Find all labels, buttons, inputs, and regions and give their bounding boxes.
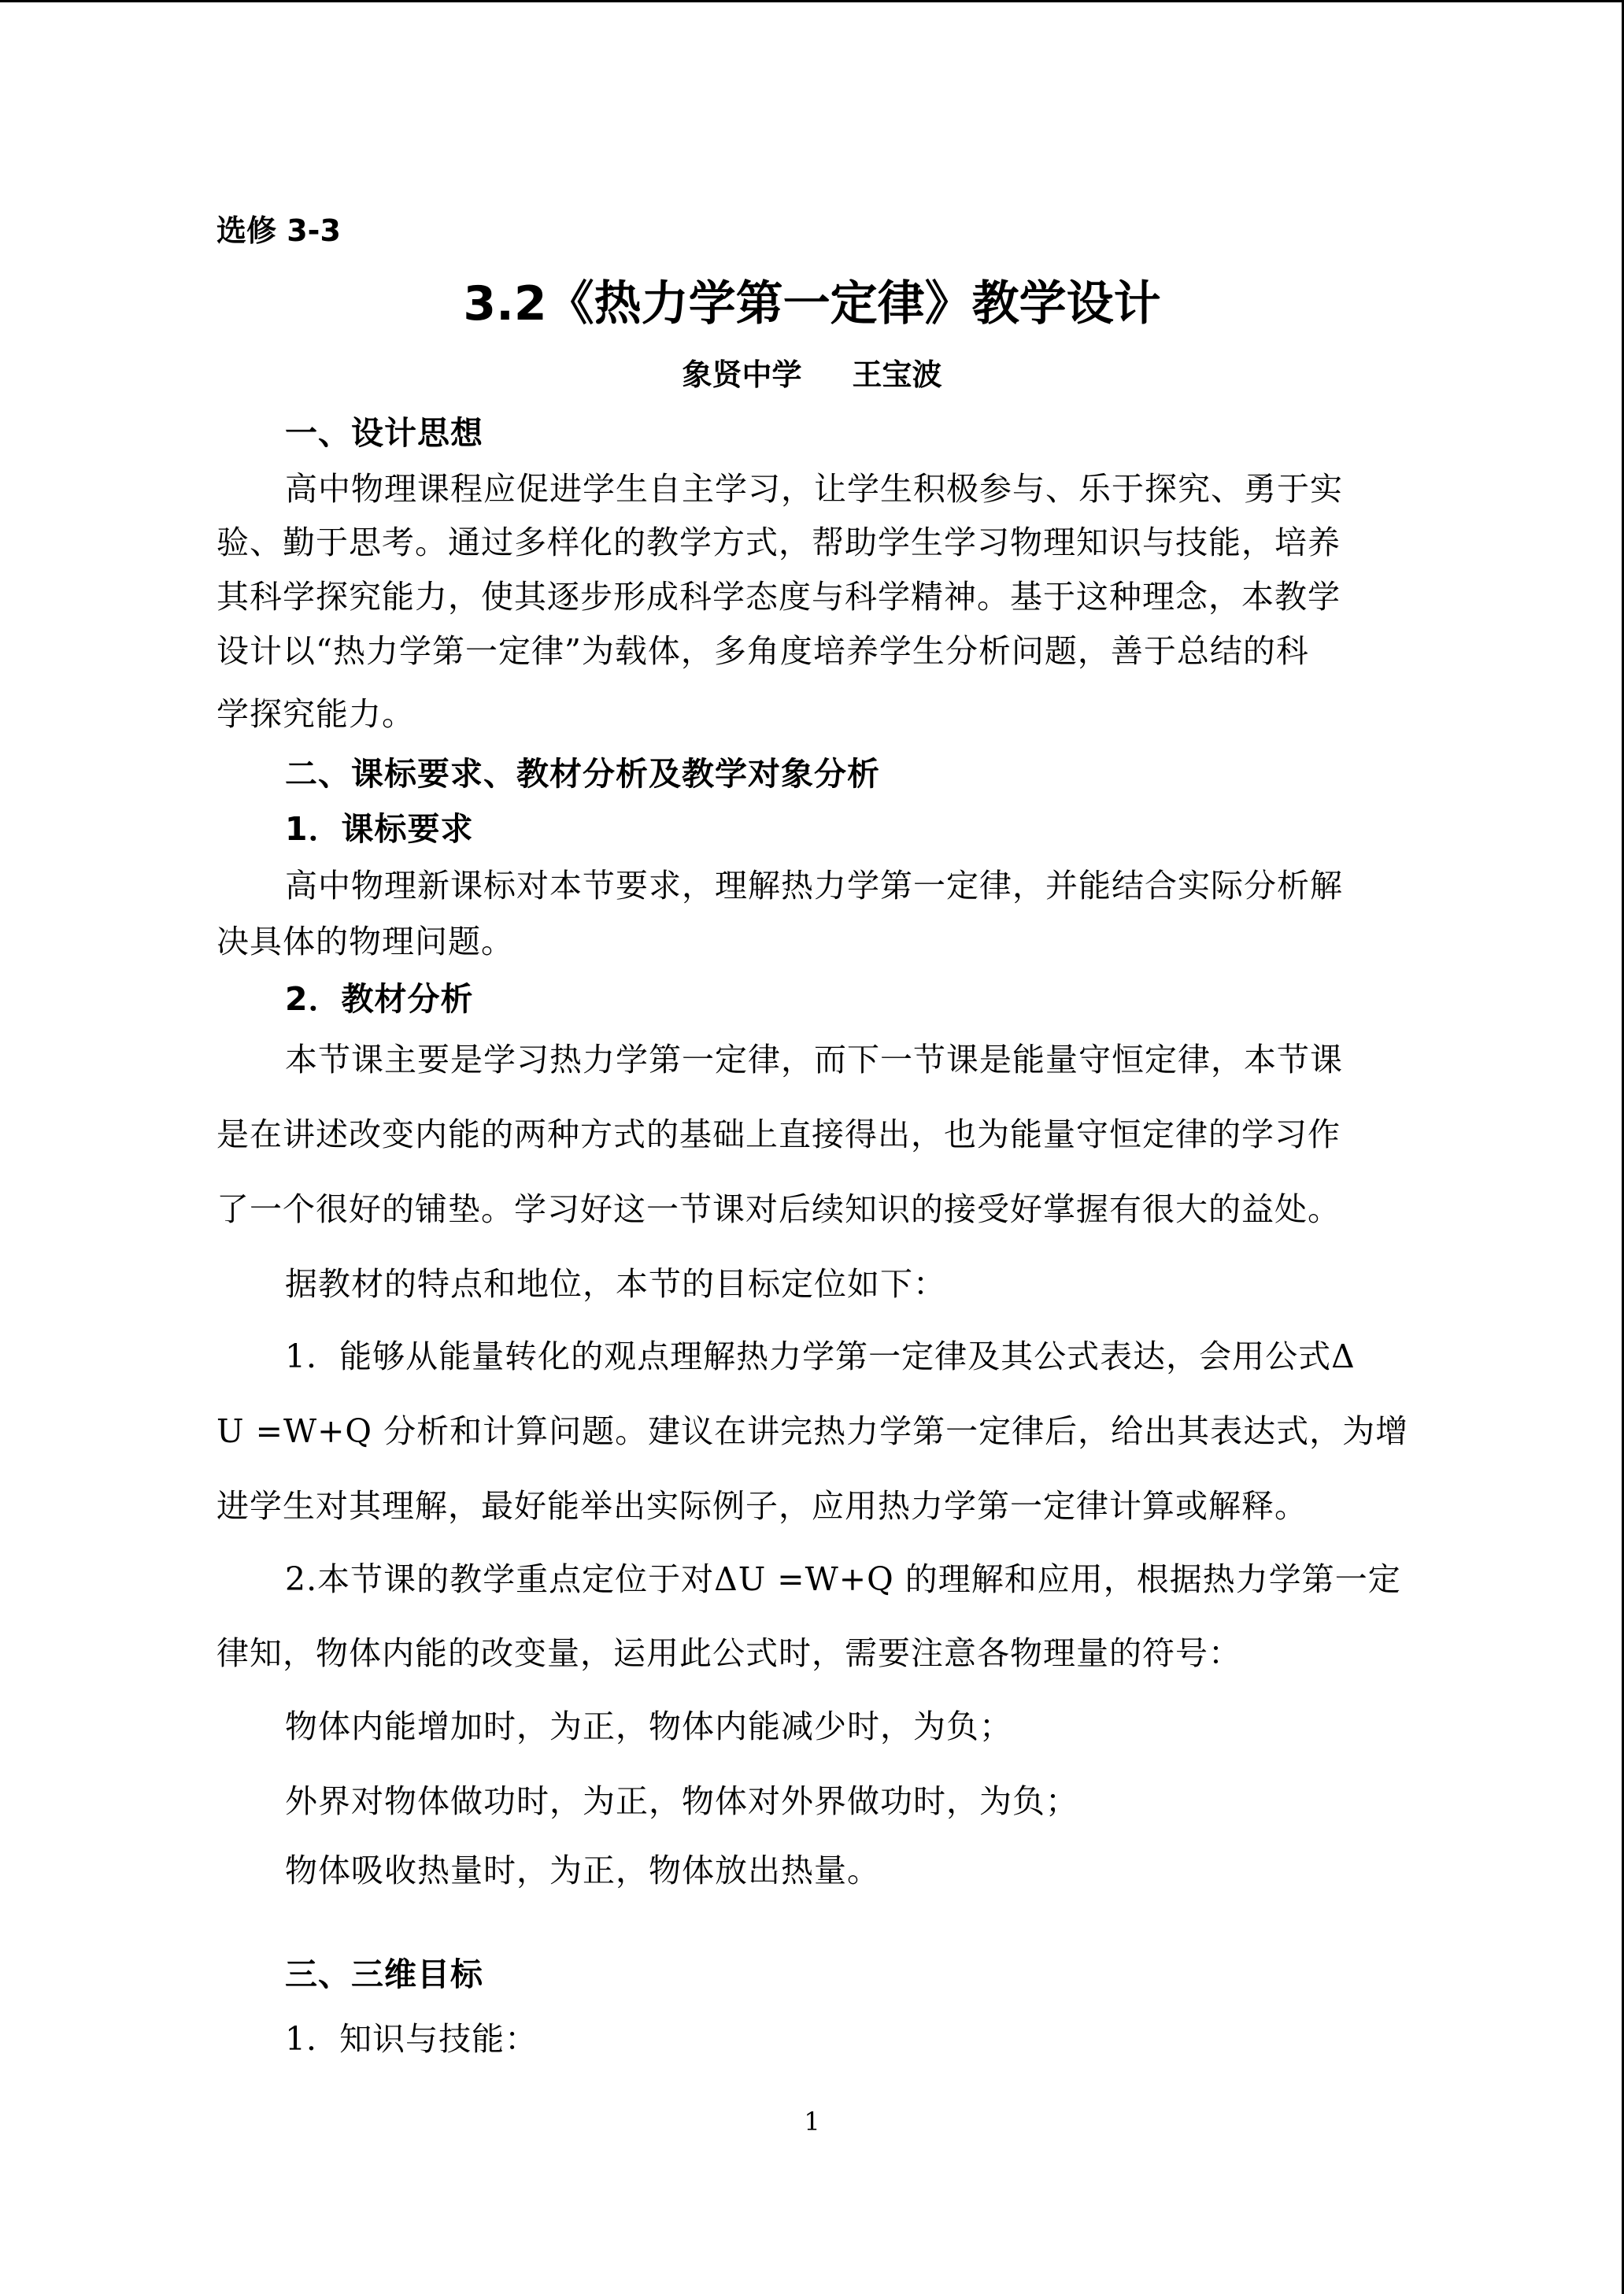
paragraph-line: 决具体的物理问题。 (216, 923, 514, 960)
page-number: 1 (804, 2107, 820, 2137)
paragraph-line: 本节课主要是学习热力学第一定律，而下一节课是能量守恒定律，本节课 (285, 1041, 1343, 1079)
page-top-border (0, 0, 1624, 2)
paragraph-line: 了一个很好的铺垫。学习好这一节课对后续知识的接受好掌握有很大的益处。 (216, 1190, 1341, 1228)
school-name: 象贤中学 (682, 357, 802, 392)
module-label: 选修 3-3 (216, 213, 341, 248)
subsection-heading: 1．课标要求 (285, 810, 474, 848)
author-name: 王宝波 (852, 357, 942, 392)
paragraph-line: 其科学探究能力，使其逐步形成科学态度与科学精神。基于这种理念，本教学 (216, 578, 1341, 616)
paragraph-line: 进学生对其理解，最好能举出实际例子，应用热力学第一定律计算或解释。 (216, 1487, 1308, 1525)
paragraph-line: 1．能够从能量转化的观点理解热力学第一定律及其公式表达，会用公式Δ (285, 1338, 1356, 1375)
paragraph-line: 据教材的特点和地位，本节的目标定位如下： (285, 1265, 946, 1303)
paragraph-line: 律知，物体内能的改变量，运用此公式时，需要注意各物理量的符号： (216, 1634, 1241, 1672)
subsection-heading: 2．教材分析 (285, 980, 474, 1018)
paragraph-line: 外界对物体做功时，为正，物体对外界做功时，为负； (285, 1782, 1078, 1820)
document-title: 3.2《热力学第一定律》教学设计 (463, 276, 1161, 331)
paragraph-line: U =W+Q 分析和计算问题。建议在讲完热力学第一定律后，给出其表达式，为增 (216, 1412, 1409, 1450)
author-line (0, 350, 1624, 394)
section1-heading: 一、设计思想 (285, 414, 483, 452)
paragraph-line: 高中物理新课标对本节要求，理解热力学第一定律，并能结合实际分析解 (285, 867, 1343, 905)
paragraph-line: 验、勤于思考。通过多样化的教学方式，帮助学生学习物理知识与技能，培养 (216, 524, 1341, 561)
paragraph-line: 高中物理课程应促进学生自主学习，让学生积极参与、乐于探究、勇于实 (285, 470, 1343, 508)
section3-heading: 三、三维目标 (285, 1955, 483, 1993)
paragraph-line: 设计以“热力学第一定律”为载体，多角度培养学生分析问题，善于总结的科 (216, 632, 1309, 670)
paragraph-line: 2.本节课的教学重点定位于对ΔU =W+Q 的理解和应用，根据热力学第一定 (285, 1560, 1401, 1598)
subsection-heading: 1．知识与技能： (285, 2020, 538, 2058)
paragraph-line: 是在讲述改变内能的两种方式的基础上直接得出，也为能量守恒定律的学习作 (216, 1116, 1341, 1153)
section2-heading: 二、课标要求、教材分析及教学对象分析 (285, 755, 880, 793)
paragraph-line: 学探究能力。 (216, 695, 415, 733)
paragraph-line: 物体内能增加时，为正，物体内能减少时，为负； (285, 1708, 1012, 1745)
paragraph-line: 物体吸收热量时，为正，物体放出热量。 (285, 1852, 880, 1889)
